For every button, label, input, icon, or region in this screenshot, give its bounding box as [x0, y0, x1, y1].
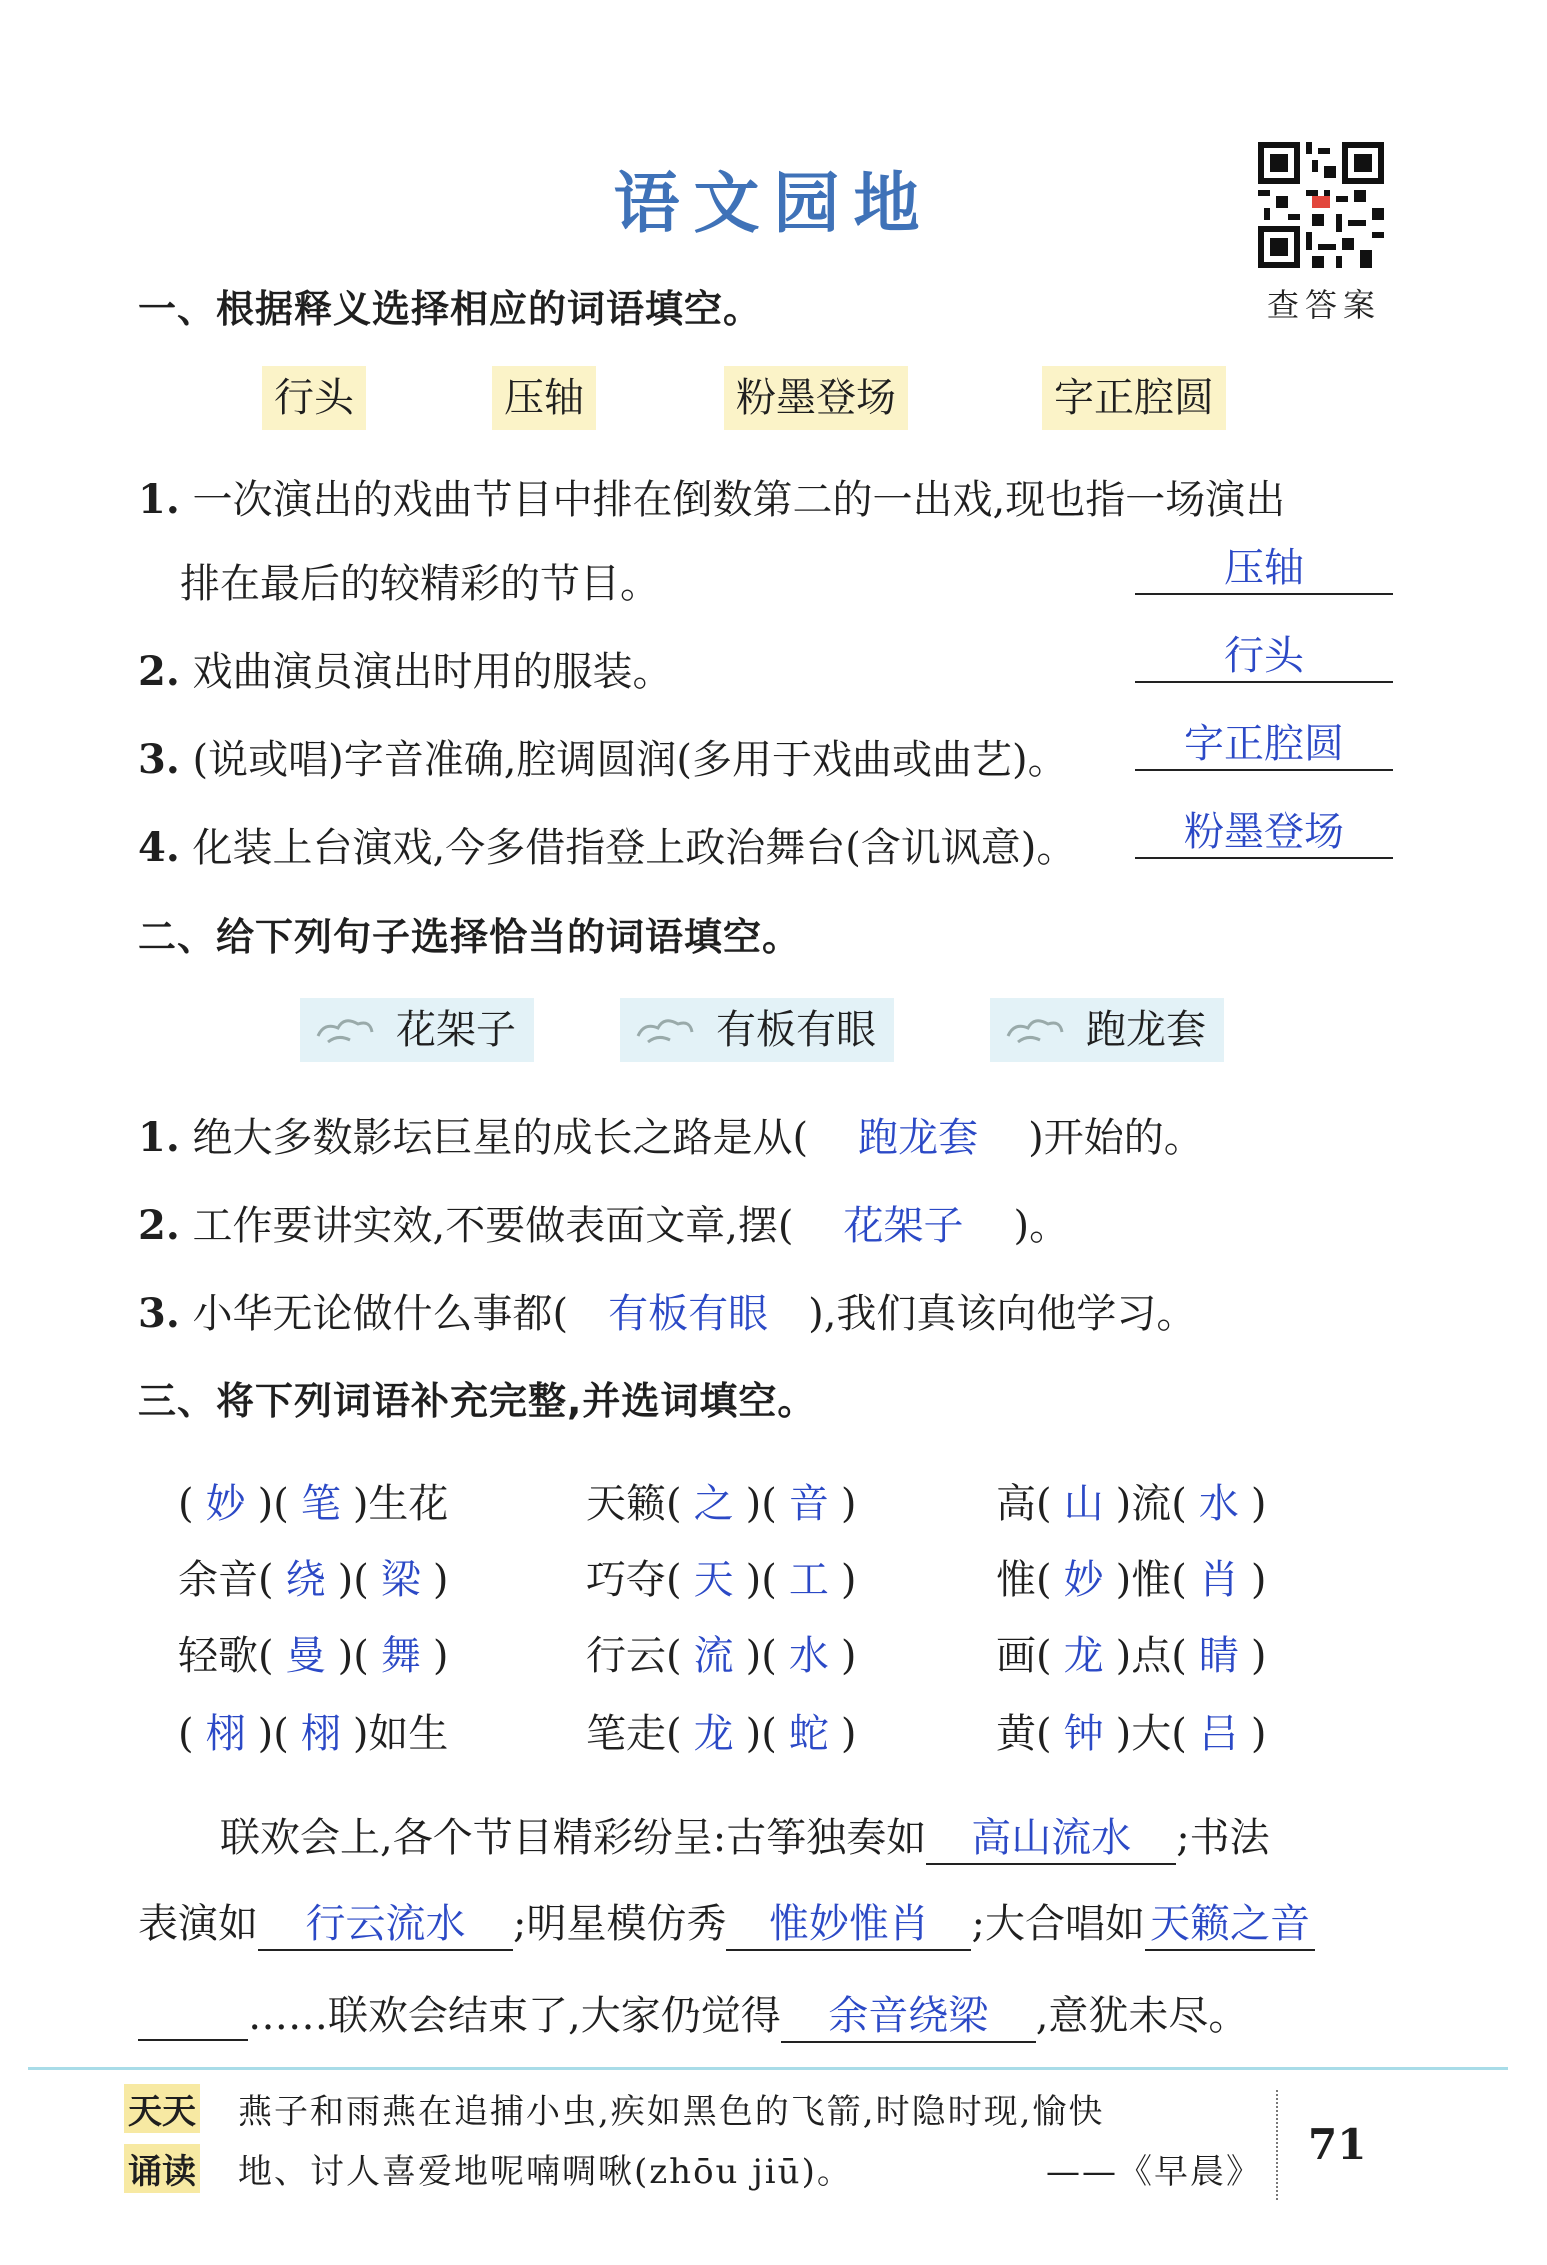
- idiom-text: ): [840, 1711, 857, 1757]
- s1-item-4: [138, 816, 1076, 873]
- footer-divider: [28, 2067, 1508, 2070]
- s1-item-2: [138, 640, 672, 697]
- idiom-text: ): [1250, 1557, 1267, 1603]
- answer-fill[interactable]: 有板有眼: [608, 1291, 769, 1337]
- idiom-text: 笔走(: [586, 1711, 682, 1757]
- idiom-answer[interactable]: 水: [788, 1633, 829, 1679]
- paragraph-line-3: [138, 1984, 1248, 2043]
- qr-code-icon[interactable]: [1258, 142, 1384, 268]
- idiom-text: 巧夺(: [586, 1557, 682, 1603]
- idiom-text: )(: [257, 1481, 289, 1527]
- idiom-text: ): [432, 1557, 449, 1603]
- idiom-answer[interactable]: 妙: [1063, 1557, 1104, 1603]
- word-chip: [990, 998, 1224, 1062]
- idiom-answer[interactable]: 蛇: [788, 1711, 829, 1757]
- item-text: 化装上台演戏,今多借指登上政治舞台(含讥讽意)。: [192, 825, 1077, 871]
- idiom-text: 画(: [996, 1633, 1052, 1679]
- word-chip: [620, 998, 894, 1062]
- idiom-answer[interactable]: 水: [1198, 1481, 1239, 1527]
- idiom-text: )(: [745, 1633, 777, 1679]
- cloud-icon: [314, 1012, 386, 1046]
- idiom-answer[interactable]: 之: [693, 1481, 734, 1527]
- item-number: 3.: [138, 1290, 180, 1337]
- s2-item-2: [138, 1194, 1069, 1251]
- cloud-icon: [1004, 1012, 1076, 1046]
- idiom-text: ): [1250, 1711, 1267, 1757]
- word-chip: [300, 998, 534, 1062]
- idiom-text: )(: [745, 1711, 777, 1757]
- idiom-text: (: [178, 1481, 194, 1527]
- idiom-item: [996, 1472, 1266, 1529]
- idiom-answer[interactable]: 曼: [285, 1633, 326, 1679]
- idiom-text: )惟(: [1115, 1557, 1187, 1603]
- item-text: ),我们真该向他学习。: [808, 1291, 1197, 1337]
- paragraph-text: 表演如: [138, 1901, 258, 1947]
- idiom-text: )(: [337, 1633, 369, 1679]
- qr-label: 查答案: [1266, 286, 1381, 324]
- item-text: )开始的。: [1028, 1115, 1204, 1161]
- section2-heading: 二、给下列句子选择恰当的词语填空。: [138, 915, 802, 959]
- chip-label: 跑龙套: [1086, 1007, 1206, 1053]
- answer-blank[interactable]: 字正腔圆: [1135, 712, 1393, 771]
- idiom-text: ): [840, 1633, 857, 1679]
- idiom-text: )(: [745, 1481, 777, 1527]
- idiom-item: [996, 1548, 1266, 1605]
- idiom-answer[interactable]: 绕: [285, 1557, 326, 1603]
- answer-fill[interactable]: 天籁之音: [1145, 1892, 1315, 1951]
- idiom-answer[interactable]: 妙: [205, 1481, 246, 1527]
- cloud-icon: [634, 1012, 706, 1046]
- idiom-text: )大(: [1115, 1711, 1187, 1757]
- idiom-item: [586, 1472, 856, 1529]
- paragraph-line-1: [220, 1806, 1270, 1865]
- idiom-text: 惟(: [996, 1557, 1052, 1603]
- daily-reading-label-bottom: 诵读: [124, 2144, 200, 2193]
- section1-heading: 一、根据释义选择相应的词语填空。: [138, 287, 763, 331]
- idiom-text: ): [1250, 1633, 1267, 1679]
- idiom-answer[interactable]: 流: [693, 1633, 734, 1679]
- idiom-item: [586, 1548, 856, 1605]
- page-number: 71: [1308, 2120, 1367, 2169]
- word-chip: 字正腔圆: [1042, 366, 1226, 430]
- item-text: )。: [1013, 1203, 1070, 1249]
- word-chip: 粉墨登场: [724, 366, 908, 430]
- word-chip: 行头: [262, 366, 366, 430]
- item-number: 4.: [138, 824, 180, 871]
- idiom-text: 黄(: [996, 1711, 1052, 1757]
- footer-source: ——《早晨》: [1046, 2152, 1262, 2192]
- idiom-item: [178, 1472, 448, 1529]
- footer-quote-line-1: 燕子和雨燕在追捕小虫,疾如黑色的飞箭,时隐时现,愉快: [238, 2092, 1105, 2132]
- idiom-item: [178, 1548, 448, 1605]
- word-chip: 压轴: [492, 366, 596, 430]
- paragraph-text: ;书法: [1176, 1815, 1270, 1861]
- s2-item-1: [138, 1106, 1204, 1163]
- idiom-answer[interactable]: 吕: [1198, 1711, 1239, 1757]
- section3-heading: 三、将下列词语补充完整,并选词填空。: [138, 1379, 817, 1423]
- item-number: 3.: [138, 736, 180, 783]
- idiom-text: )(: [257, 1711, 289, 1757]
- idiom-text: )生花: [352, 1481, 449, 1527]
- idiom-answer[interactable]: 钟: [1063, 1711, 1104, 1757]
- idiom-item: [996, 1702, 1266, 1759]
- idiom-item: [178, 1702, 448, 1759]
- chip-label: 有板有眼: [716, 1007, 876, 1053]
- idiom-answer[interactable]: 舞: [380, 1633, 421, 1679]
- item-number: 2.: [138, 648, 180, 695]
- chip-label: 花架子: [396, 1007, 516, 1053]
- idiom-text: ): [840, 1481, 857, 1527]
- footer-separator: [1276, 2090, 1278, 2200]
- idiom-answer[interactable]: 梁: [380, 1557, 421, 1603]
- item-number: 1.: [138, 1114, 180, 1161]
- item-text: 戏曲演员演出时用的服装。: [192, 649, 673, 695]
- idiom-answer[interactable]: 龙: [1063, 1633, 1104, 1679]
- idiom-answer[interactable]: 栩: [300, 1711, 341, 1757]
- footer-quote-line-2: 地、讨人喜爱地呢喃啁啾(zhōu jiū)。: [238, 2152, 853, 2192]
- idiom-answer[interactable]: 睛: [1198, 1633, 1239, 1679]
- item-text: 工作要讲实效,不要做表面文章,摆(: [192, 1203, 794, 1249]
- idiom-answer[interactable]: 音: [788, 1481, 829, 1527]
- item-number: 1.: [138, 476, 180, 523]
- idiom-item: [178, 1624, 448, 1681]
- s1-item-3: [138, 728, 1068, 785]
- paragraph-text: ,意犹未尽。: [1035, 1993, 1249, 2039]
- idiom-item: [586, 1624, 856, 1681]
- daily-reading-label-top: 天天: [124, 2084, 200, 2133]
- idiom-text: )(: [337, 1557, 369, 1603]
- idiom-answer[interactable]: 工: [788, 1557, 829, 1603]
- idiom-text: ): [1250, 1481, 1267, 1527]
- idiom-text: 轻歌(: [178, 1633, 274, 1679]
- s2-item-3: [138, 1282, 1196, 1339]
- answer-fill[interactable]: 行云流水: [258, 1892, 513, 1951]
- answer-blank[interactable]: 粉墨登场: [1135, 800, 1393, 859]
- idiom-answer[interactable]: 笔: [300, 1481, 341, 1527]
- paragraph-text: ;明星模仿秀: [513, 1901, 727, 1947]
- answer-blank[interactable]: 行头: [1135, 624, 1393, 683]
- idiom-text: ): [840, 1557, 857, 1603]
- answer-fill[interactable]: 花架子: [843, 1203, 964, 1249]
- idiom-answer[interactable]: 栩: [205, 1711, 246, 1757]
- idiom-text: )流(: [1115, 1481, 1187, 1527]
- answer-fill[interactable]: 惟妙惟肖: [726, 1892, 971, 1951]
- answer-fill[interactable]: 余音绕梁: [781, 1984, 1036, 2043]
- idiom-answer[interactable]: 天: [693, 1557, 734, 1603]
- answer-fill[interactable]: 高山流水: [926, 1806, 1176, 1865]
- idiom-item: [996, 1624, 1266, 1681]
- idiom-answer[interactable]: 龙: [693, 1711, 734, 1757]
- answer-fill-continuation: [138, 1993, 248, 2041]
- answer-blank[interactable]: 压轴: [1135, 536, 1393, 595]
- idiom-text: 天籁(: [586, 1481, 682, 1527]
- idiom-item: [586, 1702, 856, 1759]
- idiom-text: ): [432, 1633, 449, 1679]
- item-text: (说或唱)字音准确,腔调圆润(多用于戏曲或曲艺)。: [192, 737, 1068, 783]
- paragraph-text: 联欢会上,各个节目精彩纷呈:古筝独奏如: [220, 1815, 927, 1861]
- idiom-answer[interactable]: 山: [1063, 1481, 1104, 1527]
- idiom-text: )(: [745, 1557, 777, 1603]
- idiom-answer[interactable]: 肖: [1198, 1557, 1239, 1603]
- paragraph-text: ……联欢会结束了,大家仍觉得: [248, 1993, 781, 2039]
- item-text: 绝大多数影坛巨星的成长之路是从(: [192, 1115, 809, 1161]
- s1-item-1-cont: 排在最后的较精彩的节目。: [180, 561, 660, 607]
- idiom-text: )点(: [1115, 1633, 1187, 1679]
- item-text: 小华无论做什么事都(: [192, 1291, 569, 1337]
- page-title: 语文园地: [613, 165, 934, 242]
- s1-item-1: [138, 468, 1285, 525]
- idiom-text: )如生: [352, 1711, 449, 1757]
- idiom-text: 余音(: [178, 1557, 274, 1603]
- item-number: 2.: [138, 1202, 180, 1249]
- answer-fill[interactable]: 跑龙套: [858, 1115, 979, 1161]
- idiom-text: (: [178, 1711, 194, 1757]
- paragraph-text: ;大合唱如: [971, 1901, 1145, 1947]
- idiom-text: 高(: [996, 1481, 1052, 1527]
- paragraph-line-2: [138, 1892, 1315, 1951]
- item-text: 一次演出的戏曲节目中排在倒数第二的一出戏,现也指一场演出: [192, 477, 1286, 523]
- idiom-text: 行云(: [586, 1633, 682, 1679]
